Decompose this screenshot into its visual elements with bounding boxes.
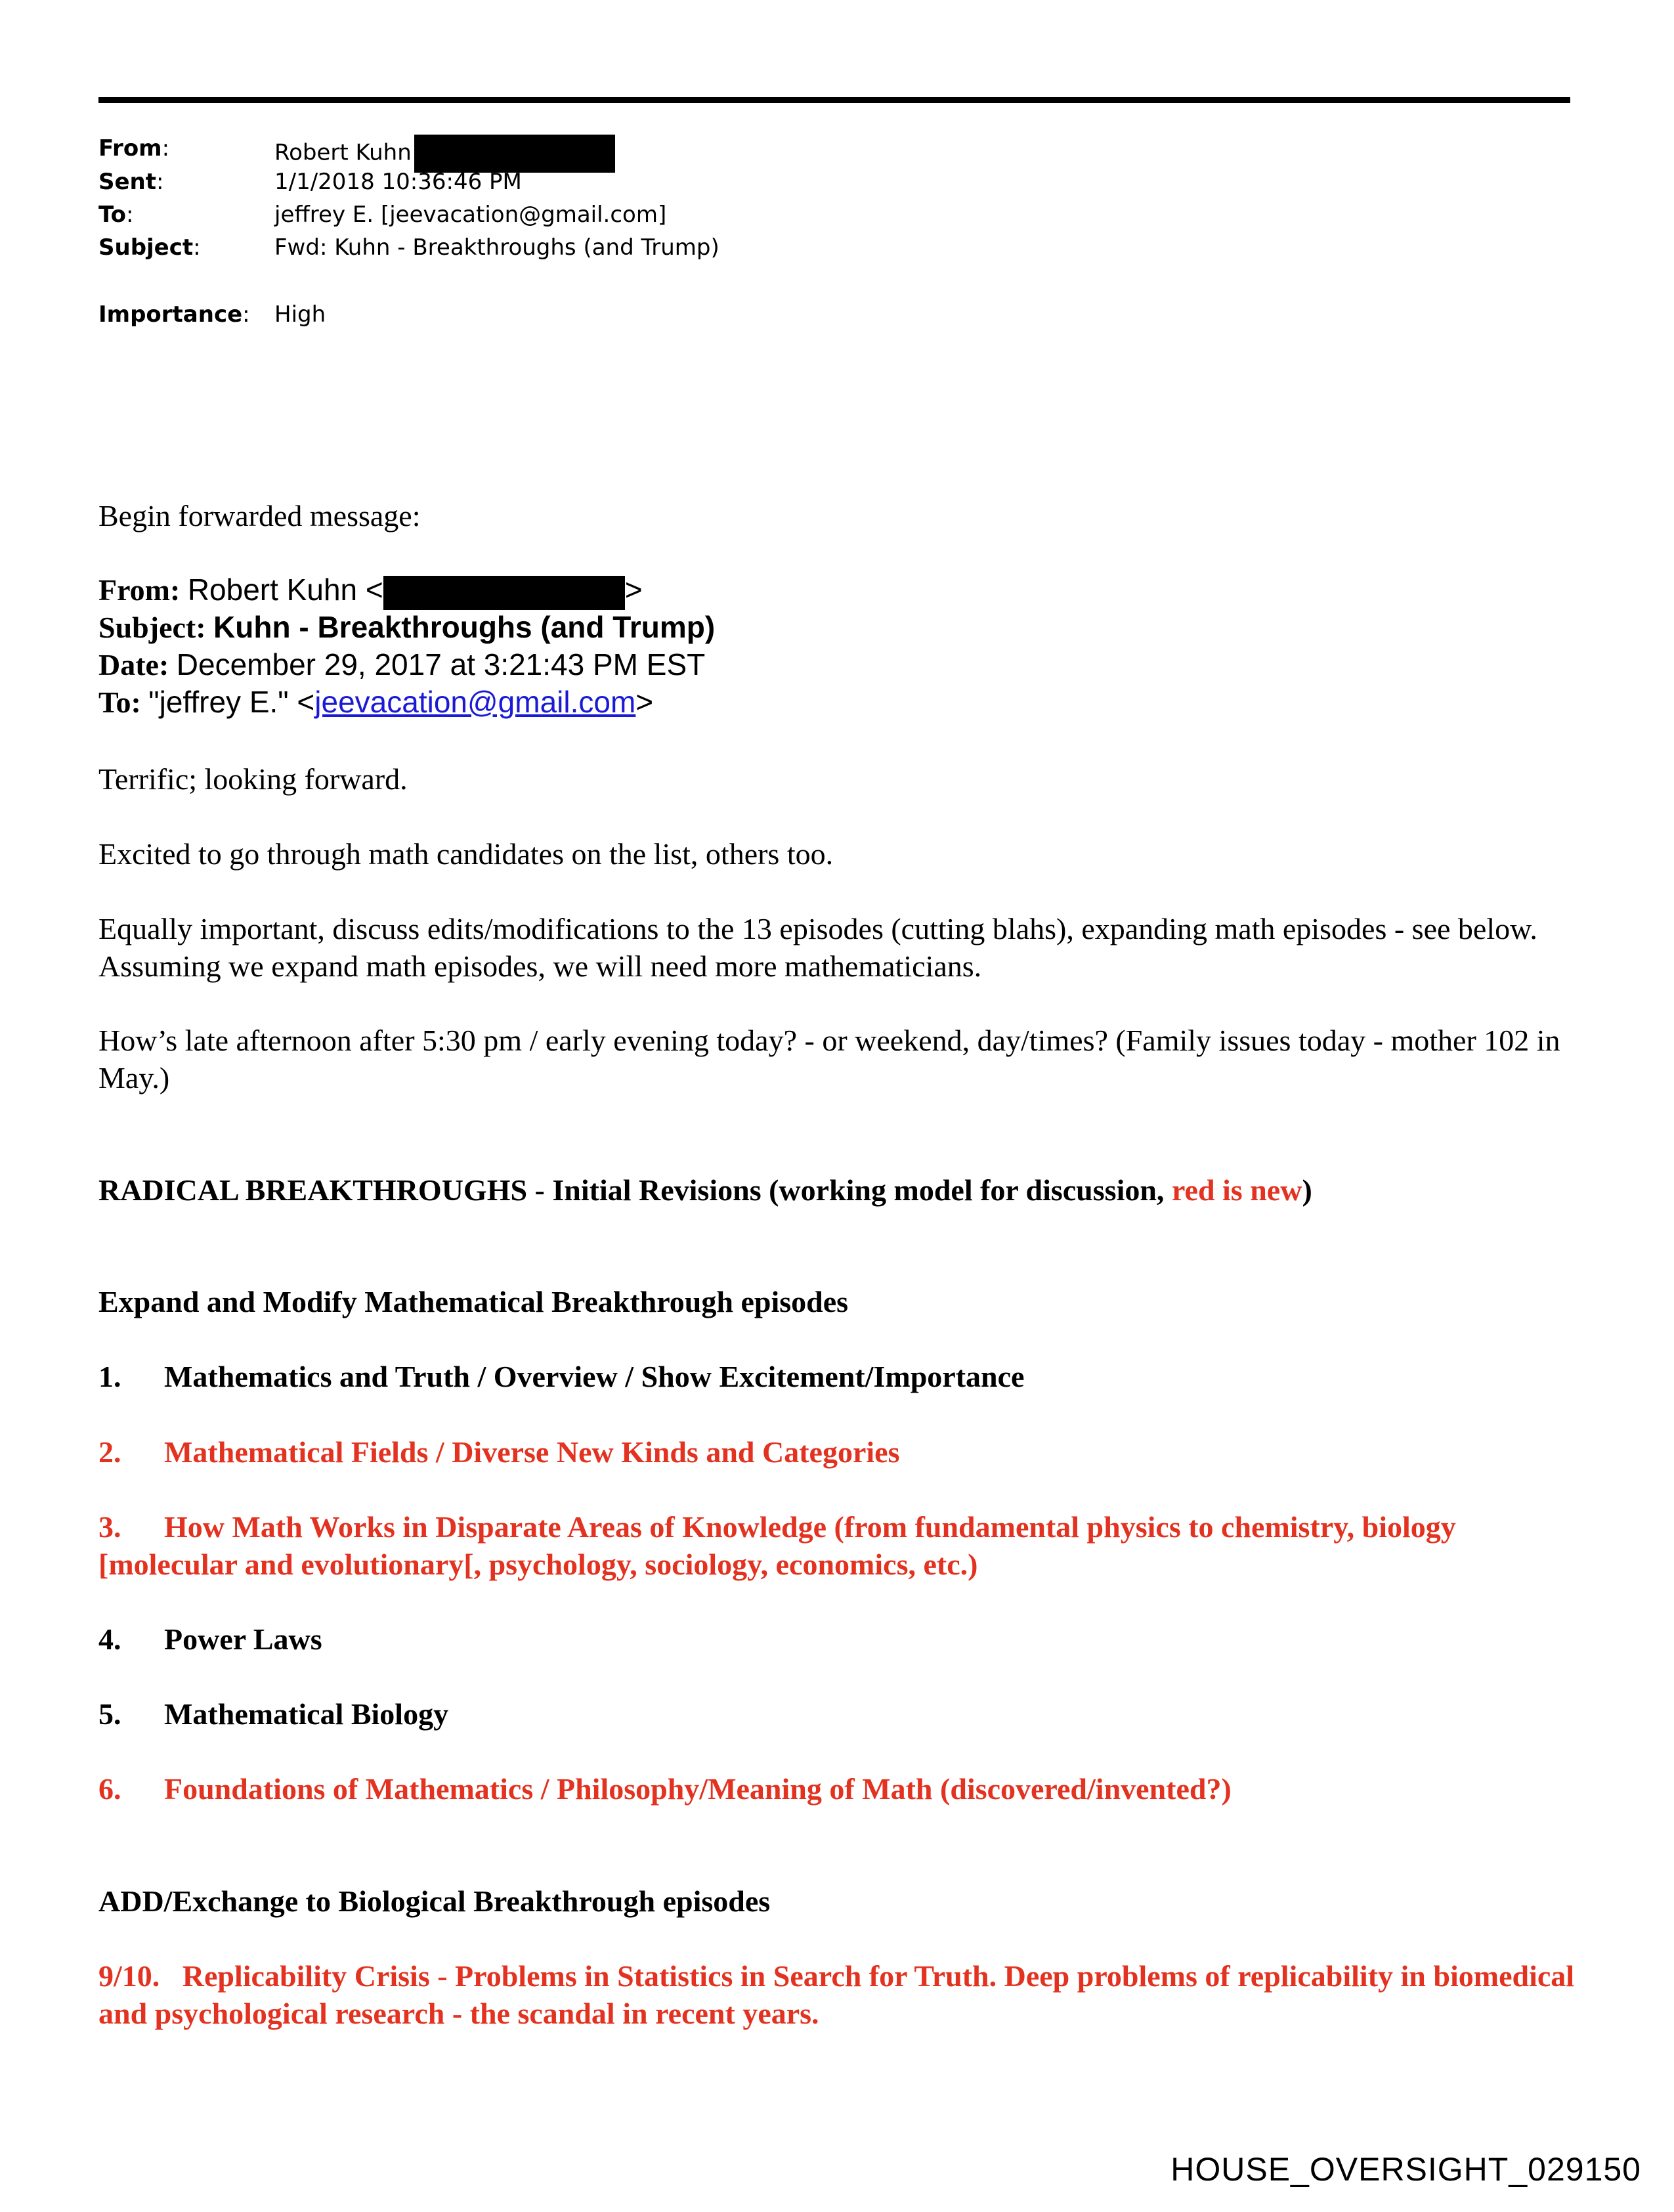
bates-number: HOUSE_OVERSIGHT_029150 <box>1170 2151 1641 2188</box>
math-heading: Expand and Modify Mathematical Breakthrough episodes <box>98 1285 849 1318</box>
header-subject-value: Fwd: Kuhn - Breakthroughs (and Trump) <box>274 234 719 261</box>
forwarded-from-row <box>98 571 643 610</box>
header-importance-label: Importance <box>98 301 243 328</box>
forwarded-to-name: "jeffrey E." < <box>148 685 315 719</box>
header-subject-label: Subject <box>98 234 194 261</box>
body-paragraph-4: How’s late afternoon after 5:30 pm / early evening today? - or weekend, day/times? (Family issues today - mother 102 in May.) <box>98 1024 1560 1095</box>
body-paragraph-3: Equally important, discuss edits/modifications to the 13 episodes (cutting blahs), expanding math episodes - see below. Assuming we expand math episodes, we will need more mathematicians. <box>98 912 1537 983</box>
radical-heading-close: ) <box>1302 1173 1312 1207</box>
forwarded-subject-value: Kuhn - Breakthroughs (and Trump) <box>213 610 716 644</box>
list-item: 4. Power Laws <box>98 1622 322 1656</box>
bio-item-text: Replicability Crisis - Problems in Statistics in Search for Truth. Deep problems of replicability in biomedical and psychological research - the scandal in recent years. <box>98 1959 1575 2030</box>
forwarded-from-close: > <box>624 573 643 607</box>
radical-heading-red: red is new <box>1171 1173 1302 1207</box>
header-sent-label: Sent <box>98 169 157 195</box>
forwarded-date-value: December 29, 2017 at 3:21:43 PM EST <box>176 647 706 682</box>
bio-heading: ADD/Exchange to Biological Breakthrough episodes <box>98 1884 771 1918</box>
header-to-value: jeffrey E. [jeevacation@gmail.com] <box>274 202 667 228</box>
top-divider <box>98 97 1570 103</box>
header-from-label: From <box>98 135 162 162</box>
forwarded-to-email-link[interactable]: jeevacation@gmail.com <box>314 685 636 719</box>
forwarded-to-close: > <box>635 685 654 719</box>
body-paragraph-2: Excited to go through math candidates on the list, others too. <box>98 837 834 871</box>
header-from-value: Robert Kuhn <box>274 139 412 166</box>
body-paragraph-1: Terrific; looking forward. <box>98 762 408 796</box>
forwarded-from-value: Robert Kuhn < <box>187 573 383 607</box>
redaction-box <box>383 576 625 610</box>
forwarded-subject-label: Subject: <box>98 611 206 644</box>
redaction-box <box>414 135 615 173</box>
list-item: 2. Mathematical Fields / Diverse New Kinds and Categories <box>98 1435 900 1469</box>
list-item <box>98 1957 1576 2032</box>
forwarded-subject-row <box>98 609 715 646</box>
list-item: 1. Mathematics and Truth / Overview / Show Excitement/Importance <box>98 1360 1025 1393</box>
forwarded-from-label: From: <box>98 573 181 607</box>
email-page: From: Robert Kuhn Sent: 1/1/2018 10:36:46 PM To: jeffrey E. [jeevacation@gmail.com] Subject: Fwd: Kuhn - Breakthroughs (and Trump) Importance: High Begin forwarded message: From: Robert Kuhn < > Subject: Kuhn - Breakthroughs (and Trump) Date: December 29, 2017 at 3:21:43 PM EST To: "jeffrey E." <jeevacation@gmail.com> Terrific; looking forward. Excited to go through math candidates on the list, others too. Equally important, discuss edits/modifications to the 13 episodes (cutting blahs), expanding math episodes - see below. Assuming we expand math episodes, we will need more mathematicians. How’s late afternoon after 5:30 pm / early evening today? - or weekend, day/times? (Family issues today - mother 102 in May.) RADICAL BREAKTHROUGHS - Initial Revisions (working model for discussion, red is new) Expand and Modify Mathematical Breakthrough episodes 1. Mathematics and Truth / Overview / Show Excitement/Importance 2. Mathematical Fields / Diverse New Kinds and Categories 3. How Math Works in Disparate Areas of Knowledge (from fundamental physics to chemistry, biology [molecular and evolutionary[, psychology, sociology, economics, etc.) 4. Power Laws 5. Mathematical Biology 6. Foundations of Mathematics / Philosophy/Meaning of Math (discovered/invented?) ADD/Exchange to Biological Breakthrough episodes 9/10. Replicability Crisis - Problems in Statistics in Search for Truth. Deep problems of replicability in biomedical and psychological research - the scandal in recent years. HOUSE_OVERSIGHT_029150 <box>0 0 1674 2212</box>
header-sent-value: 1/1/2018 10:36:46 PM <box>274 169 522 195</box>
header-importance-value: High <box>274 301 326 328</box>
list-item: 3. How Math Works in Disparate Areas of Knowledge (from fundamental physics to chemistry, biology [molecular and evolutionary[, psychology, sociology, economics, etc.) <box>98 1510 1456 1581</box>
forwarded-intro: Begin forwarded message: <box>98 499 421 532</box>
forwarded-to-row <box>98 683 653 721</box>
bio-item-num: 9/10. <box>98 1959 160 1993</box>
list-item: 5. Mathematical Biology <box>98 1697 449 1731</box>
radical-heading <box>98 1171 1576 1209</box>
list-item: 6. Foundations of Mathematics / Philosophy/Meaning of Math (discovered/invented?) <box>98 1772 1232 1806</box>
radical-heading-text: RADICAL BREAKTHROUGHS - Initial Revisions (working model for discussion, <box>98 1173 1172 1207</box>
forwarded-to-label: To: <box>98 685 141 719</box>
forwarded-date-label: Date: <box>98 648 169 682</box>
header-to-label: To <box>98 202 127 228</box>
forwarded-date-row <box>98 646 705 683</box>
